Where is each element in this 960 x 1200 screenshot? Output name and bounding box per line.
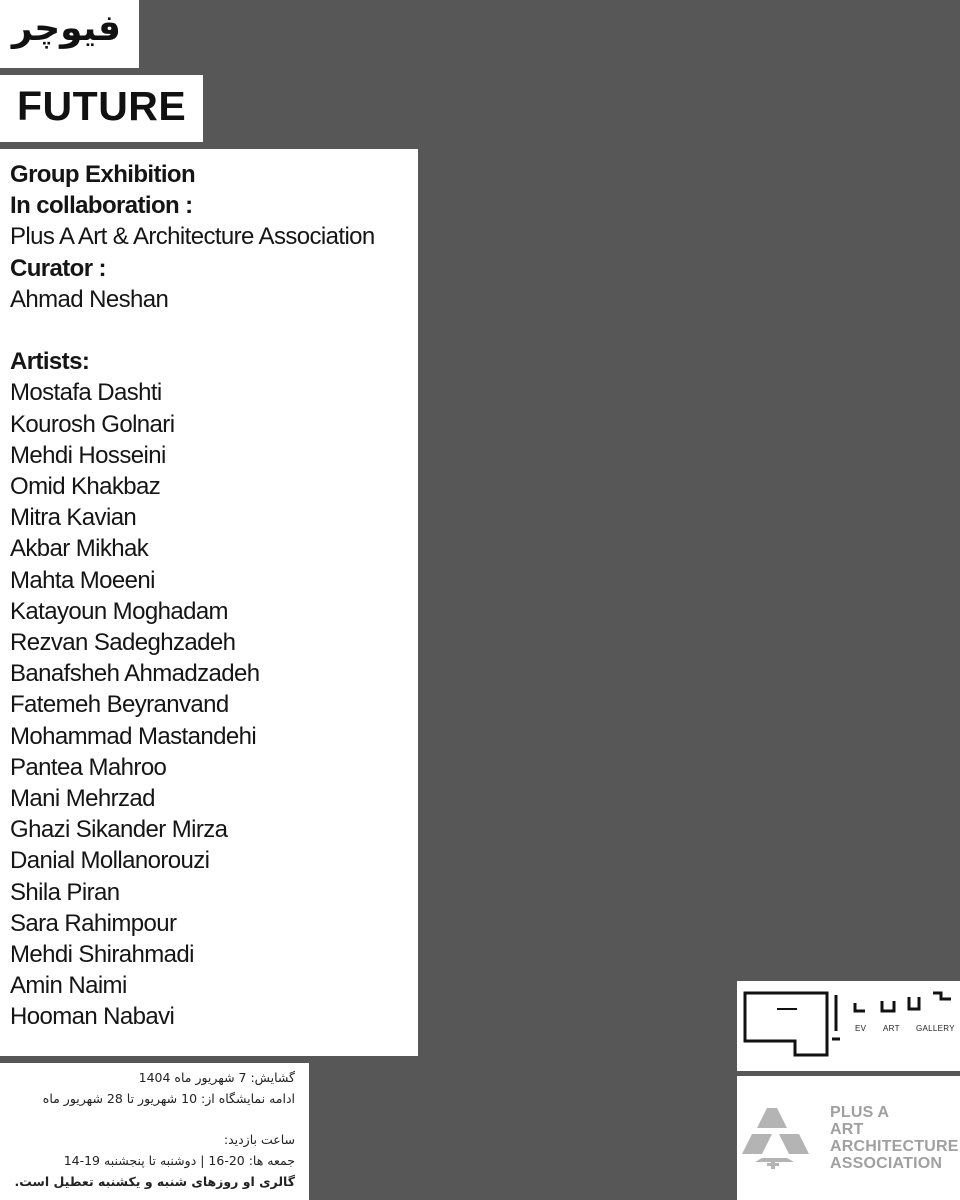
artist-name: Mitra Kavian bbox=[10, 504, 137, 532]
section-spacer bbox=[10, 315, 418, 346]
visiting-hours: جمعه ها: 20-16 | دوشنبه تا پنجشنبه 19-14 bbox=[63, 1153, 295, 1168]
plus-a-wordmark bbox=[830, 1104, 960, 1172]
exhibition-run: ادامه نمایشگاه از: 10 شهریور تا 28 شهریور ماه bbox=[42, 1091, 295, 1106]
artist-name: Shila Piran bbox=[10, 878, 120, 906]
exhibition-info-panel bbox=[0, 149, 418, 1056]
artist-name: Kourosh Golnari bbox=[10, 410, 175, 438]
artist-list bbox=[10, 377, 418, 1032]
artist-name: Mostafa Dashti bbox=[10, 379, 162, 407]
plus-a-line-1: PLUS A bbox=[830, 1104, 890, 1121]
artist-name: Ghazi Sikander Mirza bbox=[10, 816, 228, 844]
persian-title-panel bbox=[0, 0, 139, 68]
opening-date: گشایش: 7 شهریور ماه 1404 bbox=[138, 1070, 295, 1085]
artist-name: Banafsheh Ahmadzadeh bbox=[10, 660, 260, 688]
artist-name: Katayoun Moghadam bbox=[10, 597, 228, 625]
artist-name: Fatemeh Beyranvand bbox=[10, 691, 229, 719]
plus-a-triangle-icon bbox=[737, 1076, 827, 1186]
ev-art-gallery-logo bbox=[737, 981, 960, 1071]
english-title: FUTURE bbox=[17, 83, 187, 129]
artist-name: Akbar Mikhak bbox=[10, 535, 149, 563]
artist-name: Omid Khakbaz bbox=[10, 473, 161, 501]
plus-a-line-2: ART ARCHITECTURE bbox=[830, 1121, 959, 1155]
artist-name: Pantea Mahroo bbox=[10, 753, 167, 781]
schedule-panel bbox=[0, 1063, 309, 1200]
ev-caption-ev: EV bbox=[855, 1024, 867, 1033]
curator-label: Curator : bbox=[10, 254, 106, 282]
artist-name: Danial Mollanorouzi bbox=[10, 847, 210, 875]
closed-days-note: گالری او روزهای شنبه و یکشنبه تعطیل است. bbox=[14, 1174, 295, 1189]
ev-caption-art: ART bbox=[883, 1024, 900, 1033]
plus-a-line-3: ASSOCIATION bbox=[830, 1155, 943, 1172]
artists-label: Artists: bbox=[10, 348, 90, 376]
artist-name: Amin Naimi bbox=[10, 972, 127, 1000]
collaboration-label: In collaboration : bbox=[10, 192, 193, 220]
artist-name: Mehdi Hosseini bbox=[10, 441, 166, 469]
exhibition-type: Group Exhibition bbox=[10, 161, 196, 188]
english-title-panel bbox=[0, 75, 203, 142]
collaboration-value: Plus A Art & Architecture Association bbox=[10, 223, 375, 251]
artist-name: Mohammad Mastandehi bbox=[10, 722, 257, 750]
artist-name: Sara Rahimpour bbox=[10, 909, 177, 937]
artist-name: Mahta Moeeni bbox=[10, 566, 155, 594]
plus-a-association-logo bbox=[737, 1076, 960, 1200]
visiting-hours-label: ساعت بازدید: bbox=[223, 1132, 295, 1147]
ev-caption-gallery: GALLERY bbox=[916, 1024, 955, 1033]
persian-title: فیوچر bbox=[11, 8, 121, 49]
artist-name: Hooman Nabavi bbox=[10, 1003, 175, 1031]
curator-name: Ahmad Neshan bbox=[10, 285, 169, 313]
artist-name: Rezvan Sadeghzadeh bbox=[10, 629, 236, 657]
artist-name: Mani Mehrzad bbox=[10, 785, 155, 813]
artist-name: Mehdi Shirahmadi bbox=[10, 941, 194, 969]
